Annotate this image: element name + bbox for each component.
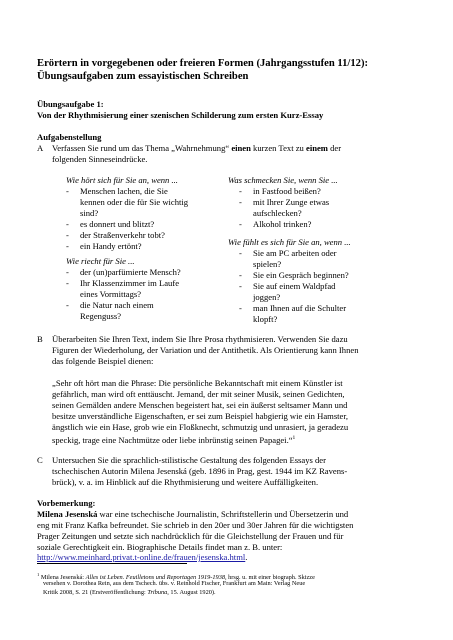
list-item-text: Menschen lachen, die Sie [80,186,168,196]
quote-line: ängstlich wie ein Hase, grob wie ein Floßknecht, schmutzig und unrasiert, ja geradezu [52,422,349,432]
list-item: - [239,219,242,229]
preface-line-4: soziale Gerechtigkeit ein. Biographische Details findet man z. B. unter: [37,542,283,552]
list-item: - [66,186,69,196]
list-item-text: Sie ein Gespräch beginnen? [253,270,349,280]
list-item: - [66,267,69,277]
list-item-text: klopft? [253,314,278,324]
list-item-text: mit Ihrer Zunge etwas [253,197,330,207]
list-item-text: ein Handy ertönt? [80,241,142,251]
preface-heading: Vorbemerkung: [37,498,96,508]
list-item: - [66,241,69,251]
quote-line-last: speckig, trage eine Nachtmütze oder liebe inbrünstig seinen Papagei.“$^1$ [52,434,296,445]
task-c-line-3: brück), v. a. im Hinblick auf die Rhythmisierung und weitere Auffälligkeiten. [52,477,319,487]
exercise-heading: Übungsaufgabe 1: [37,99,104,109]
document-title-line-2: Übungsaufgaben zum essayistischen Schreiben [37,71,249,82]
quote-line: besitze unverständliche Eigenschaften, er sei zum Beispiel habgierig wie ein Hamster, [52,411,349,421]
list-item-text: spielen? [253,259,282,269]
task-a-line-1: Verfassen Sie rund um das Thema „Wahrnehmung“ einen kurzen Text zu einem der [52,143,342,153]
jesenska-biography-link[interactable]: http://www.meinhard.privat.t-online.de/frauen/jesenska.html [37,552,246,562]
task-b-line-3: das folgende Beispiel dienen: [52,356,154,366]
list-item: - [66,230,69,240]
list-item-text: Alkohol trinken? [253,219,312,229]
preface-line-2: eng mit Franz Kafka befreundet. Sie schrieb in den 20er und 30er Jahren für die wichtigsten [37,520,354,530]
list-item: - [239,303,242,313]
task-heading: Aufgabenstellung [37,132,102,142]
list-item: - [239,197,242,207]
preface-line-1: Milena Jesenská war eine tschechische Journalistin, Schriftstellerin und Übersetzerin und [37,509,349,519]
list-item-text: Regenguss? [80,311,122,321]
list-item-text: Sie auf einem Waldpfad [253,281,336,291]
task-b-letter: B [37,334,43,344]
footnote-line-3: Kritik 2008, S. 21 (Erstveröffentlichung: Tribuna, 15. August 1920). [43,589,216,596]
list-item: - [239,270,242,280]
list-item-text: der Straßenverkehr tobt? [80,230,165,240]
list-item-text: eines Vormittags? [80,289,142,299]
footnote-separator [37,563,187,564]
list-item-text: Ihr Klassenzimmer im Laufe [80,278,180,288]
preface-url-line: http://www.meinhard.privat.t-online.de/frauen/jesenska.html. [37,552,248,562]
list-item-text: kennen oder die für Sie wichtig [80,197,189,207]
footnote-line-2: versehen v. Dorothea Rein, aus dem Tschech. übs. v. Reinhold Fischer, Frankfurt am Main: Verlag Neue [43,580,306,587]
footnote-line-1: $^1$ Milena Jesenská: Alles ist Leben. Feuilletons und Reportagen 1919-1938, hrsg. u. mit einer biograph. Skizze [37,572,315,582]
task-c-letter: C [37,455,43,465]
hear-heading: Wie hört sich für Sie an, wenn ... [66,175,178,185]
list-item-text: es donnert und blitzt? [80,219,155,229]
list-item-text: aufschlecken? [253,208,302,218]
task-a-line-2: folgenden Sinneseindrücke. [52,154,148,164]
list-item-text: sind? [80,208,99,218]
list-item: - [239,186,242,196]
task-b-line-1: Überarbeiten Sie Ihren Text, indem Sie Ihre Prosa rhythmisieren. Verwenden Sie dazu [52,334,348,344]
list-item-text: Sie am PC arbeiten oder [253,248,337,258]
list-item: - [66,300,69,310]
list-item-text: man Ihnen auf die Schulter [253,303,347,313]
preface-line-3: Prager Zeitungen und setzte sich nachdrücklich für die Gleichstellung der Frauen und für [37,531,344,541]
document-title-line-1: Erörtern in vorgegebenen oder freieren Formen (Jahrgangsstufen 11/12): [37,58,369,69]
feel-heading: Wie fühlt es sich für Sie an, wenn ... [228,237,351,247]
footnote-ref: 1 [292,435,296,441]
task-c-line-1: Untersuchen Sie die sprachlich-stilistische Gestaltung des folgenden Essays der [52,455,326,465]
list-item: - [66,278,69,288]
quote-line: gefährlich, man wird oft enttäuscht. Jemand, der mit seiner Musik, seinen Gedichten, [52,389,345,399]
task-b-line-2: Figuren der Wiederholung, der Variation und der Antithetik. Als Orientierung kann Ihnen [52,345,359,355]
list-item: - [239,248,242,258]
list-item-text: die Natur nach einem [80,300,154,310]
task-c-line-2: tschechischen Autorin Milena Jesenská (geb. 1896 in Prag, gest. 1944 im KZ Ravens- [52,466,348,476]
exercise-subheading: Von der Rhythmisierung einer szenischen Schilderung zum ersten Kurz-Essay [37,110,324,120]
quote-line: „Sehr oft hört man die Phrase: Die persönliche Bekanntschaft mit einem Künstler ist [52,378,343,388]
list-item-text: in Fastfood beißen? [253,186,321,196]
list-item-text: der (un)parfümierte Mensch? [80,267,181,277]
smell-heading: Wie riecht für Sie ... [66,256,135,266]
list-item: - [66,219,69,229]
list-item-text: joggen? [253,292,281,302]
quote-line: seinen Gemälden andere Menschen begeistert hat, sei ein äußerst seltsamer Mann und [52,400,348,410]
taste-heading: Was schmecken Sie, wenn Sie ... [228,175,338,185]
task-a-letter: A [37,143,44,153]
list-item: - [239,281,242,291]
